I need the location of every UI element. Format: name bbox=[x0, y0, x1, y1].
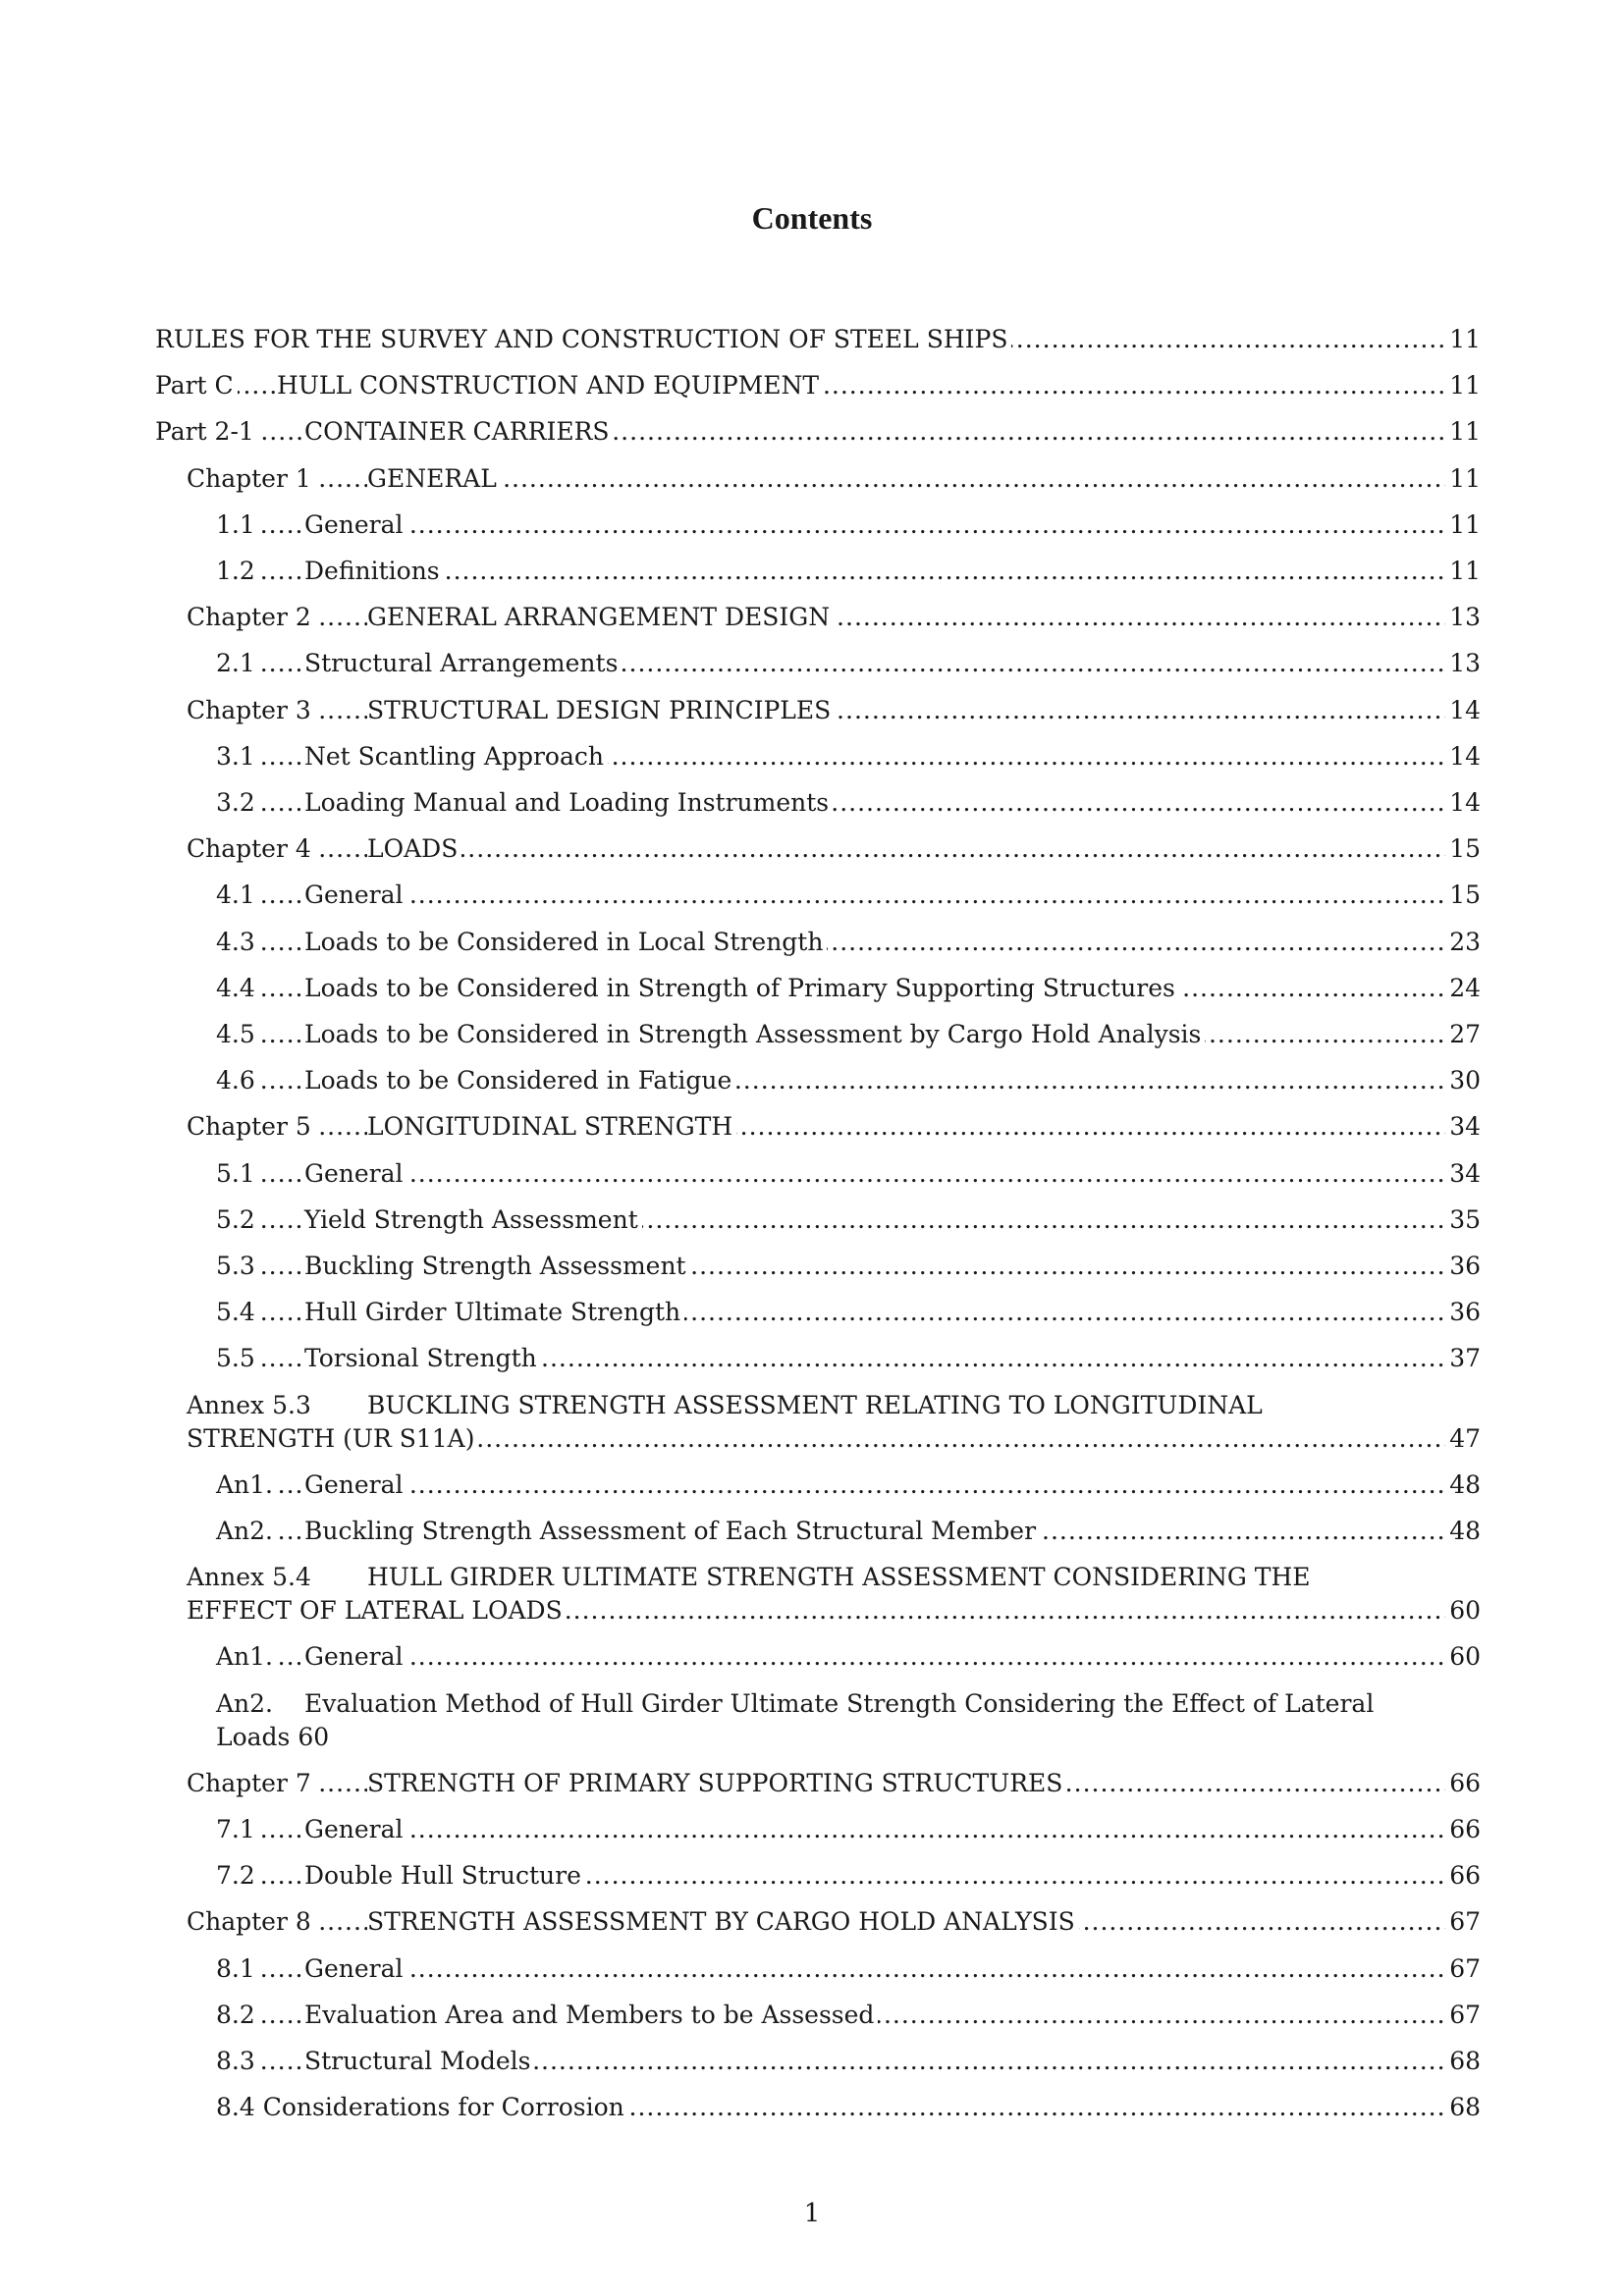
toc-entry[interactable] bbox=[155, 412, 1481, 452]
toc-entry[interactable] bbox=[155, 2042, 1481, 2081]
toc-entry-title: General bbox=[304, 1466, 407, 1505]
toc-entry-title: GENERAL ARRANGEMENT DESIGN bbox=[367, 598, 834, 637]
toc-entry-number: 4.4 bbox=[216, 969, 259, 1008]
toc-entry[interactable] bbox=[155, 459, 1481, 499]
toc-entry-page: 11 bbox=[1445, 366, 1481, 405]
toc-entry-title: Buckling Strength Assessment of Each Structural Member bbox=[304, 1512, 1040, 1551]
toc-entry-page: 35 bbox=[1445, 1201, 1481, 1240]
toc-entry-page: 14 bbox=[1445, 691, 1481, 730]
toc-entry-page: 36 bbox=[1445, 1247, 1481, 1286]
toc-entry[interactable] bbox=[155, 1949, 1481, 1989]
toc-entry-title: Evaluation Area and Members to be Assessed bbox=[304, 1996, 878, 2035]
toc-entry-title: STRENGTH ASSESSMENT BY CARGO HOLD ANALYSIS bbox=[367, 1902, 1079, 1942]
toc-entry-page: 34 bbox=[1445, 1154, 1481, 1194]
toc-entry-title: Buckling Strength Assessment bbox=[304, 1247, 690, 1286]
toc-entry-page: 23 bbox=[1445, 923, 1481, 962]
toc-entry-page: 30 bbox=[1445, 1061, 1481, 1100]
toc-entry[interactable] bbox=[155, 2088, 1481, 2127]
toc-entry[interactable] bbox=[155, 366, 1481, 405]
toc-entry[interactable] bbox=[155, 598, 1481, 637]
toc-entry-number: Chapter 1 bbox=[187, 459, 315, 499]
toc-entry-number: 5.4 bbox=[216, 1293, 259, 1332]
toc-entry[interactable] bbox=[155, 1902, 1481, 1942]
toc-entry-page: 13 bbox=[1445, 644, 1481, 683]
toc-entry-page: 60 bbox=[1445, 1591, 1481, 1630]
toc-entry[interactable] bbox=[155, 1339, 1481, 1378]
toc-entry[interactable] bbox=[155, 644, 1481, 683]
toc-entry-page: 67 bbox=[1445, 1902, 1481, 1942]
toc-entry-title: General bbox=[304, 1810, 407, 1849]
toc-entry-title: LONGITUDINAL STRENGTH bbox=[367, 1107, 736, 1147]
toc-entry[interactable] bbox=[155, 1107, 1481, 1147]
toc-entry-number: Chapter 4 bbox=[187, 829, 315, 869]
toc-entry-page: 37 bbox=[1445, 1339, 1481, 1378]
toc-entry-title: BUCKLING STRENGTH ASSESSMENT RELATING TO LONGITUDINAL bbox=[367, 1386, 1267, 1425]
toc-entry-page: 11 bbox=[1445, 320, 1481, 359]
toc-entry-title: Loads to be Considered in Local Strength bbox=[304, 923, 827, 962]
toc-entry-page: 48 bbox=[1445, 1466, 1481, 1505]
toc-entry[interactable] bbox=[155, 552, 1481, 591]
toc-entry-number: Chapter 3 bbox=[187, 691, 315, 730]
toc-entry-page: 11 bbox=[1445, 412, 1481, 452]
toc-entry-number: 8.4 Considerations for Corrosion bbox=[216, 2088, 628, 2127]
toc-entry-title-continued: Loads 60 bbox=[216, 1718, 333, 1757]
toc-entry[interactable] bbox=[155, 1386, 1481, 1465]
toc-entry-number: An1. bbox=[216, 1637, 277, 1677]
toc-entry[interactable] bbox=[155, 691, 1481, 730]
toc-entry-page: 67 bbox=[1445, 1949, 1481, 1989]
toc-entry-title: Loads to be Considered in Fatigue bbox=[304, 1061, 735, 1100]
toc-entry-title: Yield Strength Assessment bbox=[304, 1201, 642, 1240]
toc-entry-number: 8.1 bbox=[216, 1949, 259, 1989]
toc-entry-title: Loads to be Considered in Strength of Primary Supporting Structures bbox=[304, 969, 1179, 1008]
toc-entry-page: 34 bbox=[1445, 1107, 1481, 1147]
toc-entry-page: 27 bbox=[1445, 1015, 1481, 1054]
toc-entry-page: 60 bbox=[1445, 1637, 1481, 1677]
toc-entry-number: Annex 5.4 bbox=[187, 1558, 315, 1597]
toc-entry-title: General bbox=[304, 1154, 407, 1194]
toc-entry-page: 13 bbox=[1445, 598, 1481, 637]
toc-entry-page: 68 bbox=[1445, 2042, 1481, 2081]
toc-entry[interactable] bbox=[155, 1201, 1481, 1240]
toc-entry-number: Annex 5.3 bbox=[187, 1386, 315, 1425]
toc-entry-number: Chapter 8 bbox=[187, 1902, 315, 1942]
toc-entry[interactable] bbox=[155, 876, 1481, 915]
page-number: 1 bbox=[803, 2199, 821, 2228]
toc-entry-title: Structural Arrangements bbox=[304, 644, 622, 683]
toc-entry-number: Part C bbox=[155, 366, 238, 405]
toc-entry-page: 11 bbox=[1445, 459, 1481, 499]
toc-entry[interactable] bbox=[155, 1154, 1481, 1194]
toc-entry-title: Loading Manual and Loading Instruments bbox=[304, 783, 833, 823]
toc-entry-page: 14 bbox=[1445, 737, 1481, 776]
toc-entry-number: Chapter 2 bbox=[187, 598, 315, 637]
toc-entry-title: General bbox=[304, 1637, 407, 1677]
toc-entry[interactable] bbox=[155, 1637, 1481, 1677]
toc-entry-page: 66 bbox=[1445, 1856, 1481, 1896]
toc-entry-number: Chapter 5 bbox=[187, 1107, 315, 1147]
toc-entry-number: 1.1 bbox=[216, 506, 259, 545]
toc-entry-number: 4.3 bbox=[216, 923, 259, 962]
toc-entry[interactable] bbox=[155, 1247, 1481, 1286]
toc-entry[interactable] bbox=[155, 1996, 1481, 2035]
toc-entry-title: GENERAL bbox=[367, 459, 501, 499]
toc-entry-number: 3.1 bbox=[216, 737, 259, 776]
toc-entry[interactable] bbox=[155, 1684, 1481, 1763]
toc-entry-page: 48 bbox=[1445, 1512, 1481, 1551]
toc-entry-page: 11 bbox=[1445, 552, 1481, 591]
toc-entry[interactable] bbox=[155, 320, 1481, 359]
toc-entry-title: STRENGTH OF PRIMARY SUPPORTING STRUCTURES bbox=[367, 1764, 1066, 1803]
toc-entry-number: An1. bbox=[216, 1466, 277, 1505]
toc-entry[interactable] bbox=[155, 783, 1481, 823]
toc-entry-title: General bbox=[304, 1949, 407, 1989]
toc-entry[interactable] bbox=[155, 1015, 1481, 1054]
toc-entry-page: 67 bbox=[1445, 1996, 1481, 2035]
toc-entry-title: STRUCTURAL DESIGN PRINCIPLES bbox=[367, 691, 835, 730]
toc-entry-title: Net Scantling Approach bbox=[304, 737, 608, 776]
toc-entry-title: HULL CONSTRUCTION AND EQUIPMENT bbox=[277, 366, 823, 405]
toc-entry-page: 15 bbox=[1445, 876, 1481, 915]
toc-entry[interactable] bbox=[155, 1293, 1481, 1332]
toc-entry-title: General bbox=[304, 506, 407, 545]
toc-entry-page: 14 bbox=[1445, 783, 1481, 823]
toc-entry-number: 2.1 bbox=[216, 644, 259, 683]
toc-entry-page: 66 bbox=[1445, 1764, 1481, 1803]
toc-entry-number: 7.1 bbox=[216, 1810, 259, 1849]
toc-entry-number: 3.2 bbox=[216, 783, 259, 823]
toc-entry-title: Torsional Strength bbox=[304, 1339, 541, 1378]
toc-entry-title: Loads to be Considered in Strength Assessment by Cargo Hold Analysis bbox=[304, 1015, 1205, 1054]
toc-entry[interactable] bbox=[155, 1764, 1481, 1803]
toc-entry-number: Chapter 7 bbox=[187, 1764, 315, 1803]
toc-entry-title: General bbox=[304, 876, 407, 915]
toc-entry-number: 5.3 bbox=[216, 1247, 259, 1286]
toc-entry-number: An2. bbox=[216, 1512, 277, 1551]
toc-entry[interactable] bbox=[155, 1810, 1481, 1849]
toc-entry-title: Hull Girder Ultimate Strength bbox=[304, 1293, 684, 1332]
toc-entry-title: CONTAINER CARRIERS bbox=[304, 412, 614, 452]
toc-entry-number: 5.1 bbox=[216, 1154, 259, 1194]
toc-entry-title: Definitions bbox=[304, 552, 444, 591]
toc-entry-page: 68 bbox=[1445, 2088, 1481, 2127]
toc-entry-page: 66 bbox=[1445, 1810, 1481, 1849]
toc-entry-number: 4.6 bbox=[216, 1061, 259, 1100]
toc-entry-title: Evaluation Method of Hull Girder Ultimate Strength Considering the Effect of Lateral bbox=[304, 1684, 1378, 1724]
toc-entry[interactable] bbox=[155, 737, 1481, 776]
toc-entry[interactable] bbox=[155, 1512, 1481, 1551]
toc-entry[interactable] bbox=[155, 1856, 1481, 1896]
toc-entry-title: HULL GIRDER ULTIMATE STRENGTH ASSESSMENT CONSIDERING THE bbox=[367, 1558, 1315, 1597]
toc-entry[interactable] bbox=[155, 969, 1481, 1008]
toc-entry-number: An2. bbox=[216, 1684, 277, 1724]
toc-entry-title-continued: EFFECT OF LATERAL LOADS bbox=[187, 1591, 567, 1630]
toc-entry-page: 15 bbox=[1445, 829, 1481, 869]
toc-entry-number: 7.2 bbox=[216, 1856, 259, 1896]
toc-entry-page: 47 bbox=[1445, 1419, 1481, 1459]
toc-entry-number: 4.5 bbox=[216, 1015, 259, 1054]
toc-entry-number: RULES FOR THE SURVEY AND CONSTRUCTION OF STEEL SHIPS bbox=[155, 320, 1011, 359]
toc-entry[interactable] bbox=[155, 829, 1481, 869]
toc-entry-number: 1.2 bbox=[216, 552, 259, 591]
toc-entry-page: 36 bbox=[1445, 1293, 1481, 1332]
toc-entry-page: 24 bbox=[1445, 969, 1481, 1008]
toc-entry-title: LOADS bbox=[367, 829, 461, 869]
toc-entry-number: 5.5 bbox=[216, 1339, 259, 1378]
page-title: Contents bbox=[751, 200, 873, 236]
toc-entry[interactable] bbox=[155, 506, 1481, 545]
toc-entry-title: Double Hull Structure bbox=[304, 1856, 585, 1896]
toc-entry-number: 5.2 bbox=[216, 1201, 259, 1240]
toc-entry[interactable] bbox=[155, 1061, 1481, 1100]
toc-entry-page: 11 bbox=[1445, 506, 1481, 545]
toc-entry[interactable] bbox=[155, 923, 1481, 962]
toc-entry-number: 8.3 bbox=[216, 2042, 259, 2081]
toc-entry-number: Part 2-1 bbox=[155, 412, 258, 452]
toc-entry-title: Structural Models bbox=[304, 2042, 534, 2081]
toc-entry-title-continued: STRENGTH (UR S11A) bbox=[187, 1419, 478, 1459]
toc-entry-number: 4.1 bbox=[216, 876, 259, 915]
toc-entry[interactable] bbox=[155, 1558, 1481, 1636]
toc-entry[interactable] bbox=[155, 1466, 1481, 1505]
toc-entry-number: 8.2 bbox=[216, 1996, 259, 2035]
